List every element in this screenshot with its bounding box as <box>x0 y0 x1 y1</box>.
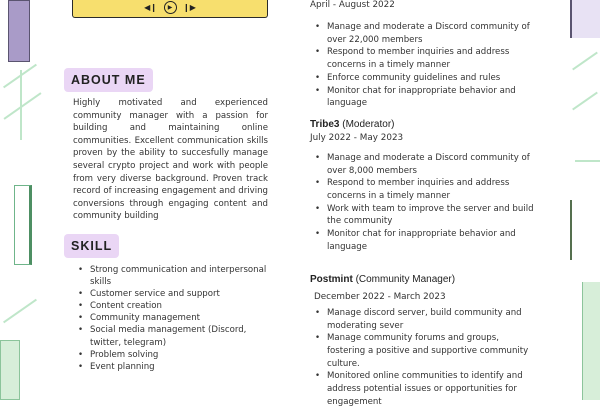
job-title <box>310 119 395 130</box>
job-role: (Moderator) <box>342 119 395 130</box>
job-dates: April - August 2022 <box>310 0 395 10</box>
decorative-green-block <box>582 282 600 400</box>
job-bullets <box>313 152 538 254</box>
decorative-purple-block <box>8 0 30 62</box>
decorative-grid-line <box>3 299 37 324</box>
job-bullet: • Manage and moderate a Discord community of over 22,000 members <box>313 21 538 46</box>
job-bullet: • Manage and moderate a Discord community of over 8,000 members <box>313 152 538 177</box>
job-bullet: • Enforce community guidelines and rules <box>313 72 538 85</box>
job-dates: December 2022 - March 2023 <box>314 292 446 302</box>
job-dates: July 2022 - May 2023 <box>310 133 404 143</box>
skill-item: • Event planning <box>76 361 276 373</box>
job-company: Tribe3 <box>310 119 340 130</box>
job-bullet: • Monitored online communities to identify and address potential issues or opportunities for engagement <box>313 370 538 408</box>
job-bullet: • Work with team to improve the server and build the community <box>313 203 538 228</box>
decorative-frame <box>570 200 600 260</box>
job-bullets <box>313 21 538 110</box>
skill-item: • Problem solving <box>76 349 276 361</box>
skill-list <box>76 264 276 373</box>
media-player-bar <box>72 0 268 18</box>
job-bullet: • Respond to member inquiries and address concerns in a timely manner <box>313 177 538 202</box>
decorative-grid-line <box>572 92 598 111</box>
skill-item: • Social media management (Discord, twitter, telegram) <box>76 324 276 348</box>
decorative-grid-line <box>575 160 600 162</box>
skip-forward-icon[interactable]: ❙▶ <box>183 3 196 12</box>
skill-heading: SKILL <box>64 234 119 258</box>
decorative-corner-block <box>570 0 600 38</box>
job-bullet: • Respond to member inquiries and address concerns in a timely manner <box>313 46 538 71</box>
decorative-green-block <box>0 340 20 400</box>
skip-back-icon[interactable]: ◀❙ <box>144 3 157 12</box>
play-icon[interactable]: ▶ <box>164 1 177 14</box>
job-company: Postmint <box>310 274 353 285</box>
decorative-grid-line <box>20 70 22 140</box>
decorative-frame <box>14 185 32 265</box>
job-bullet: • Monitor chat for inappropriate behavior and language <box>313 228 538 253</box>
about-me-text: Highly motivated and experienced community manager with a passion for building and maintaining online communities. Excellent communication skills proven by the ability to succesfully manage several crypto project and work with people from very diverse background. Proven track record of increasing engagement and driving conversions through engaging content and community building <box>73 98 268 222</box>
job-bullet: • Manage community forums and groups, fostering a positive and supportive community culture. <box>313 332 538 370</box>
skill-item: • Strong communication and interpersonal skills <box>76 264 276 288</box>
decorative-grid-line <box>3 92 41 119</box>
job-bullet: • Monitor chat for inappropriate behavior and language <box>313 85 538 110</box>
skill-item: • Community management <box>76 312 276 324</box>
job-title <box>310 274 455 285</box>
job-role: (Community Manager) <box>355 274 456 285</box>
skill-item: • Customer service and support <box>76 288 276 300</box>
about-me-heading: ABOUT ME <box>64 68 153 92</box>
decorative-grid-line <box>572 52 598 71</box>
skill-item: • Content creation <box>76 300 276 312</box>
job-bullets <box>313 307 538 408</box>
job-bullet: • Manage discord server, build community and moderating sever <box>313 307 538 332</box>
